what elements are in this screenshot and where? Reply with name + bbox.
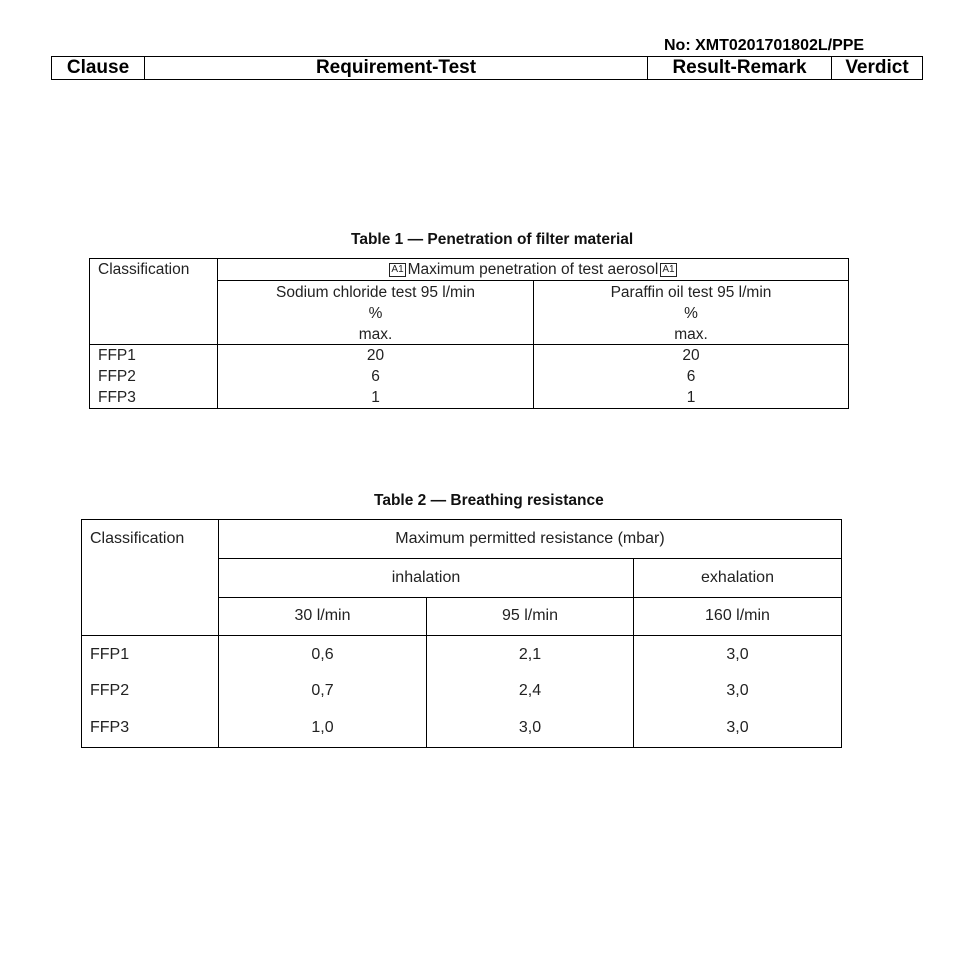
table2-cell: 3,0 — [726, 682, 749, 699]
table1-cell: 20 — [682, 347, 700, 364]
table1-row-class: FFP1 — [98, 347, 136, 364]
table2-cell: 0,7 — [311, 682, 334, 699]
table1-cell: 6 — [686, 368, 696, 385]
table2-cell: 3,0 — [726, 719, 749, 736]
table2-divider — [218, 520, 219, 747]
report-header-row — [51, 56, 923, 80]
table2-cell: 3,0 — [518, 719, 542, 736]
header-result-remark: Result-Remark — [648, 57, 832, 79]
table2-group-header: Maximum permitted resistance (mbar) — [395, 530, 665, 547]
table2-row-class: FFP1 — [90, 646, 130, 663]
table2-row-class: FFP2 — [90, 682, 130, 699]
table2-row-class: FFP3 — [90, 719, 130, 736]
table1-cell: 6 — [371, 368, 380, 385]
amendment-end-icon: A1 — [662, 264, 675, 275]
table1-classification-label: Classification — [98, 261, 190, 278]
table1-divider — [217, 280, 848, 281]
table2-divider — [218, 558, 841, 559]
table1-row-class: FFP2 — [98, 368, 136, 385]
table2-flow-header: 160 l/min — [705, 607, 770, 624]
table1-subheader-nacl-unit: % — [368, 305, 383, 322]
table1-subheader-nacl-note: max. — [358, 326, 393, 343]
table1-subheader-paraffin-note: max. — [674, 326, 708, 343]
table2-cell: 2,4 — [518, 682, 542, 699]
header-requirement-test: Requirement-Test — [145, 57, 648, 79]
table1-group-header-text: Maximum penetration of test aerosol — [407, 261, 659, 278]
table2-flow-header: 30 l/min — [294, 607, 351, 624]
report-number: No: XMT0201701802L/PPE — [664, 37, 865, 54]
table1-caption: Table 1 — Penetration of filter material — [351, 231, 634, 248]
table1-cell: 20 — [366, 347, 385, 364]
table1-subheader-nacl: Sodium chloride test 95 l/min — [275, 284, 475, 301]
table1-cell: 1 — [686, 389, 696, 406]
table1-cell: 1 — [371, 389, 380, 406]
amendment-start-icon: A1 — [391, 264, 404, 275]
table1-subheader-paraffin-unit: % — [684, 305, 698, 322]
table2-exhalation-label: exhalation — [701, 569, 774, 586]
table2-cell: 2,1 — [518, 646, 542, 663]
table1-penetration — [89, 258, 849, 409]
table2-breathing-resistance — [81, 519, 842, 748]
table2-flow-header: 95 l/min — [501, 607, 559, 624]
header-clause: Clause — [52, 57, 145, 79]
table2-cell: 0,6 — [311, 646, 334, 663]
table2-divider — [218, 597, 841, 598]
table2-classification-label: Classification — [90, 530, 185, 547]
table1-row-class: FFP3 — [98, 389, 136, 406]
table2-divider — [82, 635, 841, 636]
table2-inhalation-label: inhalation — [391, 569, 461, 586]
table2-cell: 1,0 — [311, 719, 334, 736]
table2-caption: Table 2 — Breathing resistance — [374, 492, 604, 509]
header-verdict: Verdict — [845, 57, 909, 78]
table1-group-header — [218, 260, 848, 280]
table1-subheader-paraffin: Paraffin oil test 95 l/min — [610, 284, 772, 301]
table2-cell: 3,0 — [726, 646, 749, 663]
